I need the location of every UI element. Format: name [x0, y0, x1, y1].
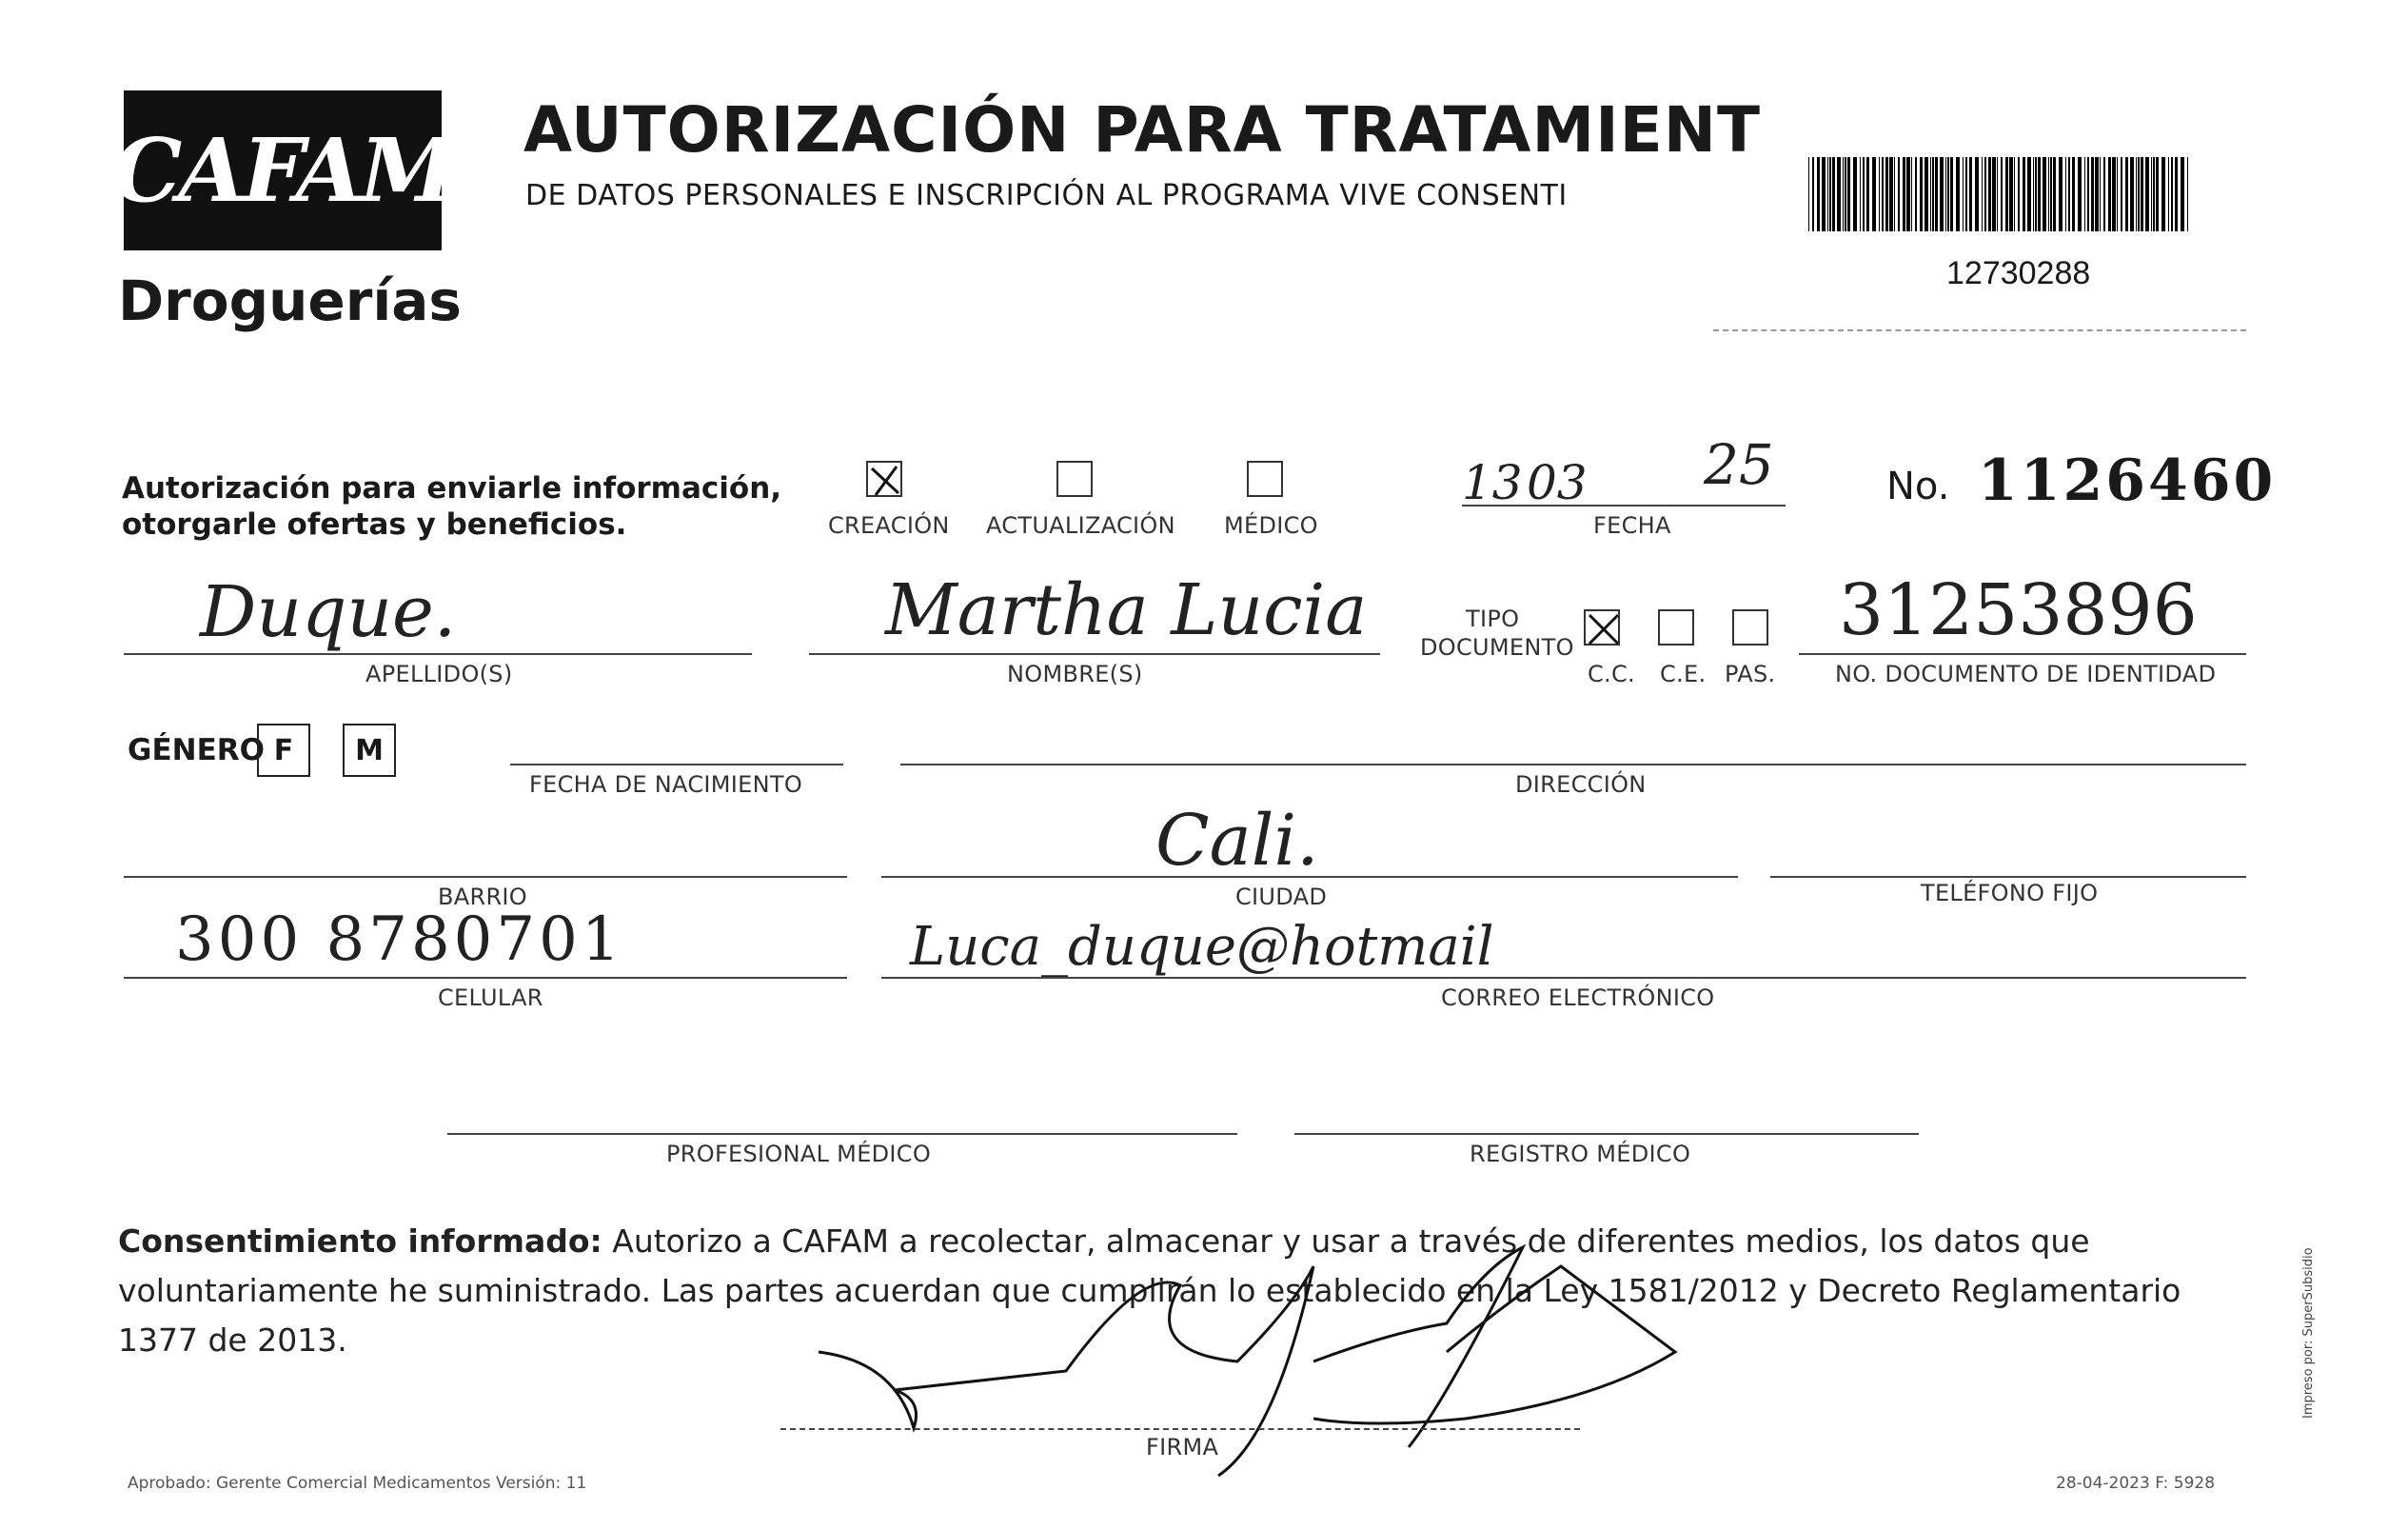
creacion-checkbox[interactable]: [866, 461, 902, 497]
divider: [1713, 329, 2246, 331]
apellido-value: Duque.: [200, 571, 457, 653]
medico-label: MÉDICO: [1224, 512, 1318, 539]
direccion-label: DIRECCIÓN: [1515, 771, 1647, 798]
fecha-year: 25: [1704, 432, 1774, 497]
ce-label: C.E.: [1660, 661, 1707, 687]
apellido-line: [124, 653, 752, 655]
celular-line: [124, 977, 847, 979]
nombre-value: Martha Lucia: [885, 569, 1368, 651]
registro-line: [1294, 1133, 1919, 1135]
doc-number-value: 31253896: [1839, 569, 2198, 651]
correo-value: Luca_duque@hotmail: [910, 916, 1494, 978]
celular-label: CELULAR: [438, 984, 543, 1011]
fecha-nac-line: [510, 764, 843, 765]
authorization-text: [122, 470, 781, 543]
logo-text: CAFAM: [112, 119, 453, 222]
profesional-label: PROFESIONAL MÉDICO: [666, 1141, 932, 1167]
genero-label: GÉNERO: [128, 733, 265, 767]
ciudad-value: Cali.: [1155, 800, 1319, 882]
apellido-label: APELLIDO(S): [365, 661, 513, 687]
barcode: [1808, 157, 2191, 231]
consent-text: Autorizo a CAFAM a recolectar, almacenar y usar a través de diferentes medios, los datos que voluntariamente he suministrado. Las partes acuerdan que cumplirán lo establecido en la Ley 1581/2012 y Decreto Reglamentario 1377 de 2013.: [118, 1222, 2181, 1359]
medico-checkbox[interactable]: [1247, 461, 1283, 497]
brand-subtitle: Droguerías: [118, 268, 462, 333]
cafam-logo: [112, 90, 453, 250]
doc-number-label: NO. DOCUMENTO DE IDENTIDAD: [1835, 661, 2217, 687]
pas-label: PAS.: [1725, 661, 1776, 687]
firma-label: FIRMA: [1146, 1434, 1219, 1460]
tipo-doc-label-2: DOCUMENTO: [1420, 634, 1574, 661]
firma-line: [780, 1428, 1580, 1430]
cc-label: C.C.: [1588, 661, 1635, 687]
form-subtitle: DE DATOS PERSONALES E INSCRIPCIÓN AL PROGRAMA VIVE CONSENTI: [525, 179, 1568, 212]
nombre-line: [809, 653, 1380, 655]
fecha-day: 13: [1462, 455, 1523, 510]
signature-drawing: [780, 1209, 1713, 1495]
check-mark-icon: [868, 463, 904, 499]
genero-m-box[interactable]: M: [343, 724, 396, 777]
barcode-number: 12730288: [1946, 255, 2091, 291]
registro-label: REGISTRO MÉDICO: [1470, 1141, 1691, 1167]
fecha-line: [1462, 505, 1786, 507]
tipo-doc-label-1: TIPO: [1466, 606, 1520, 632]
barrio-label: BARRIO: [438, 884, 528, 910]
check-mark-icon: [1586, 611, 1622, 647]
auth-line-2: otorgarle ofertas y beneficios.: [122, 507, 627, 542]
footer-approval: Aprobado: Gerente Comercial Medicamentos Versión: 11: [128, 1474, 587, 1493]
profesional-line: [447, 1133, 1237, 1135]
telefono-line: [1770, 876, 2246, 878]
cc-checkbox[interactable]: [1584, 609, 1620, 646]
creacion-label: CREACIÓN: [828, 512, 950, 539]
doc-number-line: [1799, 653, 2246, 655]
correo-line: [881, 977, 2246, 979]
nombre-label: NOMBRE(S): [1007, 661, 1143, 687]
actualizacion-label: ACTUALIZACIÓN: [986, 512, 1175, 539]
genero-f-box[interactable]: F: [257, 724, 310, 777]
telefono-label: TELÉFONO FIJO: [1921, 880, 2099, 906]
pas-checkbox[interactable]: [1732, 609, 1768, 646]
ce-checkbox[interactable]: [1658, 609, 1694, 646]
no-label: No.: [1886, 465, 1950, 508]
form-number: 1126460: [1978, 447, 2277, 514]
direccion-line: [900, 764, 2246, 765]
ciudad-label: CIUDAD: [1235, 884, 1328, 910]
form-title: AUTORIZACIÓN PARA TRATAMIENT: [523, 93, 1762, 167]
fecha-month: 03: [1527, 455, 1588, 510]
fecha-label: FECHA: [1593, 512, 1671, 539]
auth-line-1: Autorización para enviarle información,: [122, 471, 782, 506]
ciudad-line: [881, 876, 1738, 878]
celular-value: 300 8780701: [175, 904, 624, 975]
actualizacion-checkbox[interactable]: [1056, 461, 1093, 497]
consent-bold-label: Consentimiento informado:: [118, 1222, 602, 1260]
correo-label: CORREO ELECTRÓNICO: [1441, 984, 1715, 1011]
fecha-nac-label: FECHA DE NACIMIENTO: [529, 771, 803, 798]
barrio-line: [124, 876, 847, 878]
side-print-note: Impreso por: SuperSubsidio: [2301, 1247, 2316, 1419]
footer-date-code: 28-04-2023 F: 5928: [2056, 1474, 2216, 1493]
